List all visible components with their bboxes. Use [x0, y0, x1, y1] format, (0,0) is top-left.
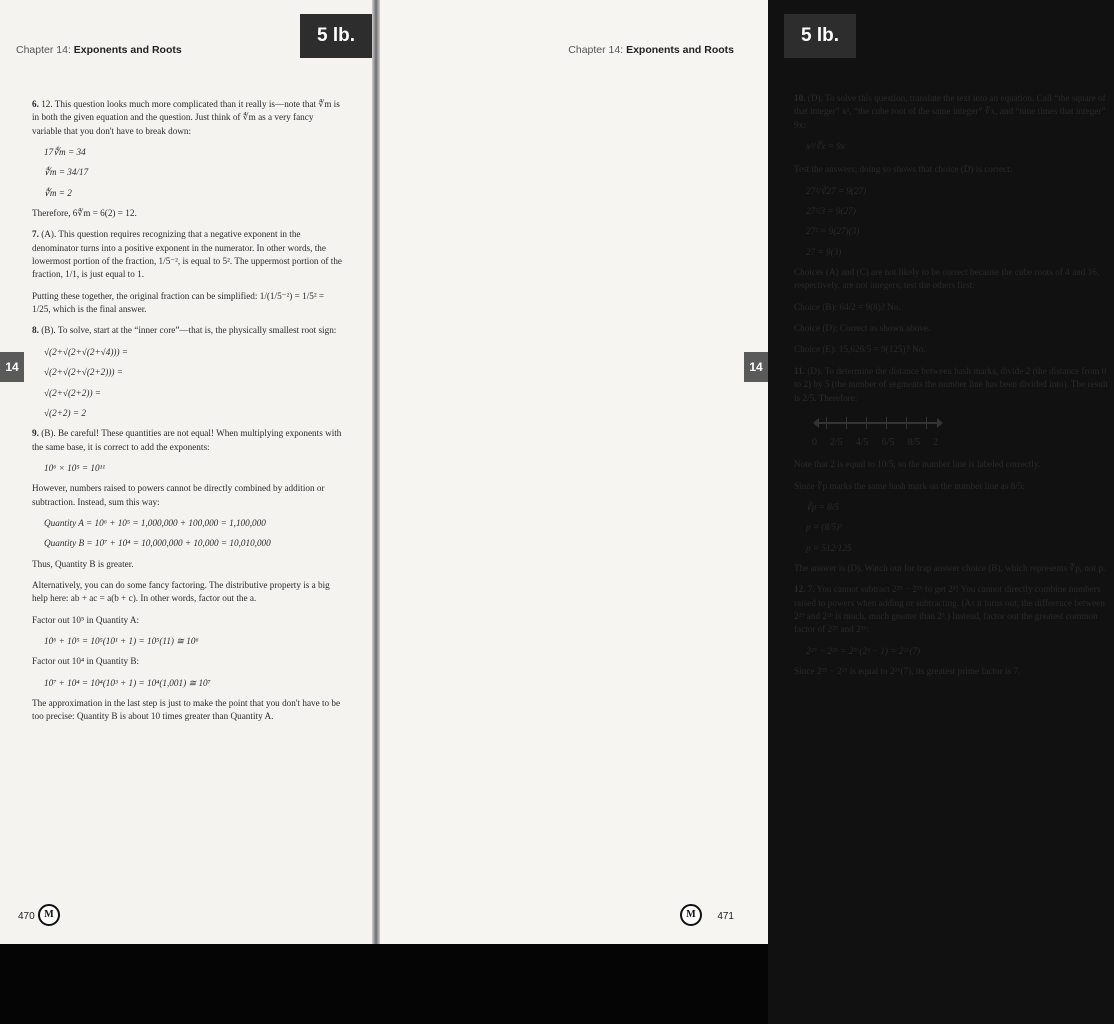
right-paragraph-6: Choice (E): 15,626/5 = 9(125)? No. [794, 344, 926, 355]
left-equation-11: 10⁶ + 10⁵ = 10⁵(10¹ + 1) = 10⁵(11) ≅ 10⁶ [44, 635, 199, 646]
right-paragraph-4: Choice (B): 64/2 = 9(8)? No. [794, 301, 901, 312]
right-equation-9: 2²⁹ − 2²⁶ = 2²⁶(2³ − 1) = 2²⁶(7) [806, 645, 921, 656]
left-paragraph-5-text: (B). To solve, start at the “inner core”—that is, the physically smallest root sign: [41, 325, 337, 336]
left-page [0, 0, 372, 944]
right-equation-6: ∛p = 8/5 [806, 502, 839, 513]
left-paragraph-9: Alternatively, you can do some fancy factoring. The distributive property is a big help here: ab + ac = a(b + c). In other words, factor out the a. [32, 579, 330, 604]
left-equation-7: √(2+2) = 2 [44, 407, 86, 418]
left-paragraph-1 [32, 98, 342, 138]
left-equation-2: ∜m = 34/17 [44, 167, 89, 178]
left-equation-4: √(2+√(2+√(2+√4))) = [44, 346, 128, 357]
right-paragraph-7 [794, 365, 1114, 405]
right-page-number: 471 [717, 911, 734, 922]
left-paragraph-5 [32, 324, 342, 337]
left-paragraph-12: The approximation in the last step is just to make the point that you don't have to be too precise: Quantity B is about 10 times greater than Quantity A. [32, 698, 341, 722]
left-page-content [32, 98, 342, 732]
left-paragraph-3 [32, 228, 342, 281]
right-paragraph-7-label: 11. [794, 365, 805, 376]
scan-bottom-border [0, 944, 768, 1024]
right-equation-1: x²/∛x = 9x [806, 141, 845, 152]
right-paragraph-1-label: 10. [794, 93, 806, 103]
number-line-track [816, 422, 940, 424]
right-page-content [794, 92, 1114, 686]
right-equation-5: 27 = 9(3) [806, 246, 842, 257]
left-page-number: 470 [18, 911, 35, 922]
left-paragraph-10: Factor out 10⁵ in Quantity A: [32, 614, 140, 625]
right-paragraph-9: Since ∛p marks the same hash mark on the number line as 8/5: [794, 480, 1025, 491]
right-paragraph-5: Choice (D): Correct as shown above. [794, 323, 931, 334]
right-paragraph-11-text: 7. You cannot subtract 2²⁹ − 2²⁶ to get 2³! You cannot directly combine numbers raised to powers when adding or subtracting. (As it turns out, the difference between 2²⁹ and 2²⁶ is much, much greater than 2³.) Instead, factor out the greatest common factor of 2²⁹ and 2²⁶: [794, 584, 1105, 635]
number-line-label-5: 2 [933, 436, 939, 448]
right-paragraph-3: Choices (A) and (C) are not likely to be correct because the cube roots of 4 and 16, respectively, are not integers; test the others first: [794, 267, 1100, 291]
number-line-labels [812, 436, 1114, 451]
right-paragraph-11 [794, 583, 1114, 636]
number-line-left-arrow [813, 418, 819, 428]
right-paragraph-1-text: (D). To solve this question, translate the text into an equation. Call “the square of that integer” x², “the cube root of the same integer” ∛x, and “nine times that integer” 9x: [794, 93, 1106, 130]
number-line-tick-0 [826, 417, 827, 429]
number-line-label-4: 8/5 [907, 436, 921, 448]
number-line-tick-2 [866, 417, 867, 429]
right-page [380, 0, 1108, 944]
right-equation-2: 27²/∛27 = 9(27) [806, 185, 867, 196]
left-paragraph-6-text: (B). Be careful! These quantities are not equal! When multiplying exponents with the same base, it is correct to add the exponents: [32, 428, 342, 452]
left-paragraph-6-label: 9. [32, 428, 39, 439]
book-gutter [372, 0, 380, 944]
right-paragraph-12: Since 2²⁹ − 2²⁶ is equal to 2²⁶(7), its greatest prime factor is 7. [794, 666, 1021, 677]
left-paragraph-4: Putting these together, the original fraction can be simplified: 1/(1/5⁻²) = 1/5² = 1/25, which is the final answer. [32, 290, 325, 315]
number-line-tick-5 [926, 417, 927, 429]
right-paragraph-7-text: (D). To determine the distance between hash marks, divide 2 (the distance from 0 to 2) by 5 (the number of segments the number line has been divided into). The result is 2/5. Therefore: [794, 365, 1108, 403]
left-chapter-title: Exponents and Roots [73, 44, 182, 56]
right-paragraph-1 [794, 92, 1114, 132]
right-chapter-prefix: Chapter 14: [568, 44, 624, 56]
left-weight-tab: 5 lb. [300, 14, 372, 58]
number-line-label-2: 4/5 [855, 436, 869, 448]
left-equation-9: Quantity A = 10⁶ + 10⁵ = 1,000,000 + 100,000 = 1,100,000 [44, 517, 266, 528]
right-equation-7: p = (8/5)³ [806, 522, 843, 533]
number-line-label-1: 2/5 [830, 436, 843, 448]
publisher-logo: M [38, 904, 60, 926]
left-paragraph-3-text: (A). This question requires recognizing that a negative exponent in the denominator turns into a positive exponent in the numerator. In other words, the lowermost portion of the fraction, 1/5⁻², is equal to 5². The uppermost portion of the fraction, 1/1, is just equal to 1. [32, 229, 343, 280]
left-paragraph-11: Factor out 10⁴ in Quantity B: [32, 656, 140, 667]
publisher-logo-right: M [680, 904, 702, 926]
left-paragraph-1-label: 6. [32, 99, 39, 109]
left-paragraph-2: Therefore, 6∜m = 6(2) = 12. [32, 208, 137, 219]
right-paragraph-10: The answer is (D). Watch out for trap answer choice (B), which represents ∛p, not p. [794, 563, 1106, 574]
right-paragraph-8: Note that 2 is equal to 10/5, so the number line is labeled correctly. [794, 459, 1041, 470]
number-line-label-3: 6/5 [881, 436, 895, 448]
left-equation-12: 10⁷ + 10⁴ = 10⁴(10³ + 1) = 10⁴(1,001) ≅ 10⁷ [44, 677, 211, 688]
left-paragraph-3-label: 7. [32, 229, 39, 240]
left-equation-1: 17∜m = 34 [44, 147, 86, 158]
left-side-tab: 14 [0, 352, 24, 382]
number-line-tick-3 [886, 417, 887, 429]
right-weight-tab: 5 lb. [784, 14, 856, 58]
number-line-tick-4 [906, 417, 907, 429]
left-paragraph-7: However, numbers raised to powers cannot be directly combined by addition or subtraction. Instead, sum this way: [32, 483, 325, 507]
left-equation-6: √(2+√(2+2)) = [44, 387, 102, 398]
left-equation-8: 10⁶ × 10⁵ = 10¹¹ [44, 462, 106, 473]
number-line-tick-1 [846, 417, 847, 429]
number-line [816, 413, 940, 433]
right-chapter-title: Exponents and Roots [626, 44, 734, 56]
left-equation-5: √(2+√(2+√(2+2))) = [44, 367, 123, 378]
number-line-label-0: 0 [812, 436, 817, 448]
left-chapter-header [16, 44, 182, 56]
right-equation-3: 27²/3 = 9(27) [806, 206, 856, 217]
right-side-tab: 14 [744, 352, 768, 382]
right-chapter-header [568, 44, 734, 56]
right-equation-8: p = 512/125 [806, 542, 852, 553]
left-paragraph-5-label: 8. [32, 325, 39, 336]
left-equation-10: Quantity B = 10⁷ + 10⁴ = 10,000,000 + 10,000 = 10,010,000 [44, 538, 271, 549]
left-chapter-prefix: Chapter 14: [16, 44, 71, 56]
right-paragraph-11-label: 12. [794, 584, 806, 595]
left-paragraph-6 [32, 427, 342, 454]
left-paragraph-8: Thus, Quantity B is greater. [32, 558, 134, 569]
left-paragraph-1-text: 12. This question looks much more complicated than it really is—note that ∜m is in both the given equation and the question. Just think of ∜m as a very fancy variable that you don't have to break down: [32, 99, 340, 136]
number-line-right-arrow [937, 418, 943, 428]
right-paragraph-2: Test the answers; doing so shows that choice (D) is correct: [794, 164, 1013, 175]
left-equation-3: ∜m = 2 [44, 187, 72, 198]
right-equation-4: 27² = 9(27)(3) [806, 226, 860, 237]
